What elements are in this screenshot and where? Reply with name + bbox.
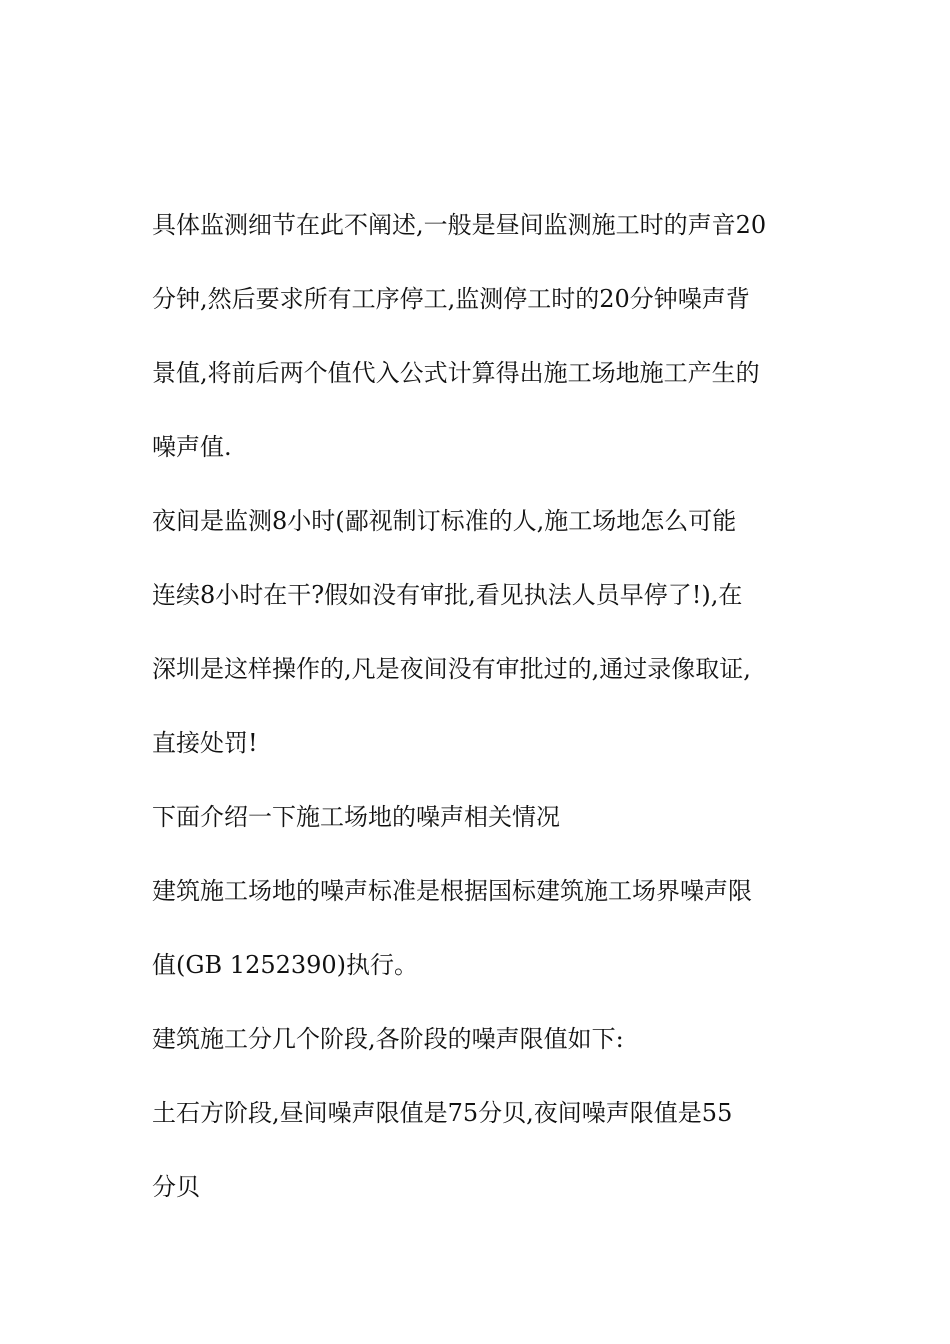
text-line-11: 值(GB 1252390)执行。 — [152, 951, 419, 979]
text-line-7: 深圳是这样操作的,凡是夜间没有审批过的,通过录像取证, — [152, 655, 751, 683]
text-line-6: 连续8小时在干?假如没有审批,看见执法人员早停了!),在 — [152, 581, 743, 609]
text-line-4: 噪声值. — [152, 433, 232, 461]
document-body — [152, 205, 812, 1241]
text-line-13: 土石方阶段,昼间噪声限值是75分贝,夜间噪声限值是55 — [152, 1099, 733, 1127]
text-line-2: 分钟,然后要求所有工序停工,监测停工时的20分钟噪声背 — [152, 285, 750, 313]
text-line-1: 具体监测细节在此不阐述,一般是昼间监测施工时的声音20 — [152, 211, 767, 239]
text-line-9: 下面介绍一下施工场地的噪声相关情况 — [152, 803, 560, 831]
text-line-10: 建筑施工场地的噪声标准是根据国标建筑施工场界噪声限 — [152, 877, 752, 905]
text-line-14: 分贝 — [152, 1173, 200, 1201]
text-line-8: 直接处罚! — [152, 729, 258, 757]
text-line-12: 建筑施工分几个阶段,各阶段的噪声限值如下: — [152, 1025, 624, 1053]
text-line-3: 景值,将前后两个值代入公式计算得出施工场地施工产生的 — [152, 359, 760, 387]
text-line-5: 夜间是监测8小时(鄙视制订标准的人,施工场地怎么可能 — [152, 507, 737, 535]
